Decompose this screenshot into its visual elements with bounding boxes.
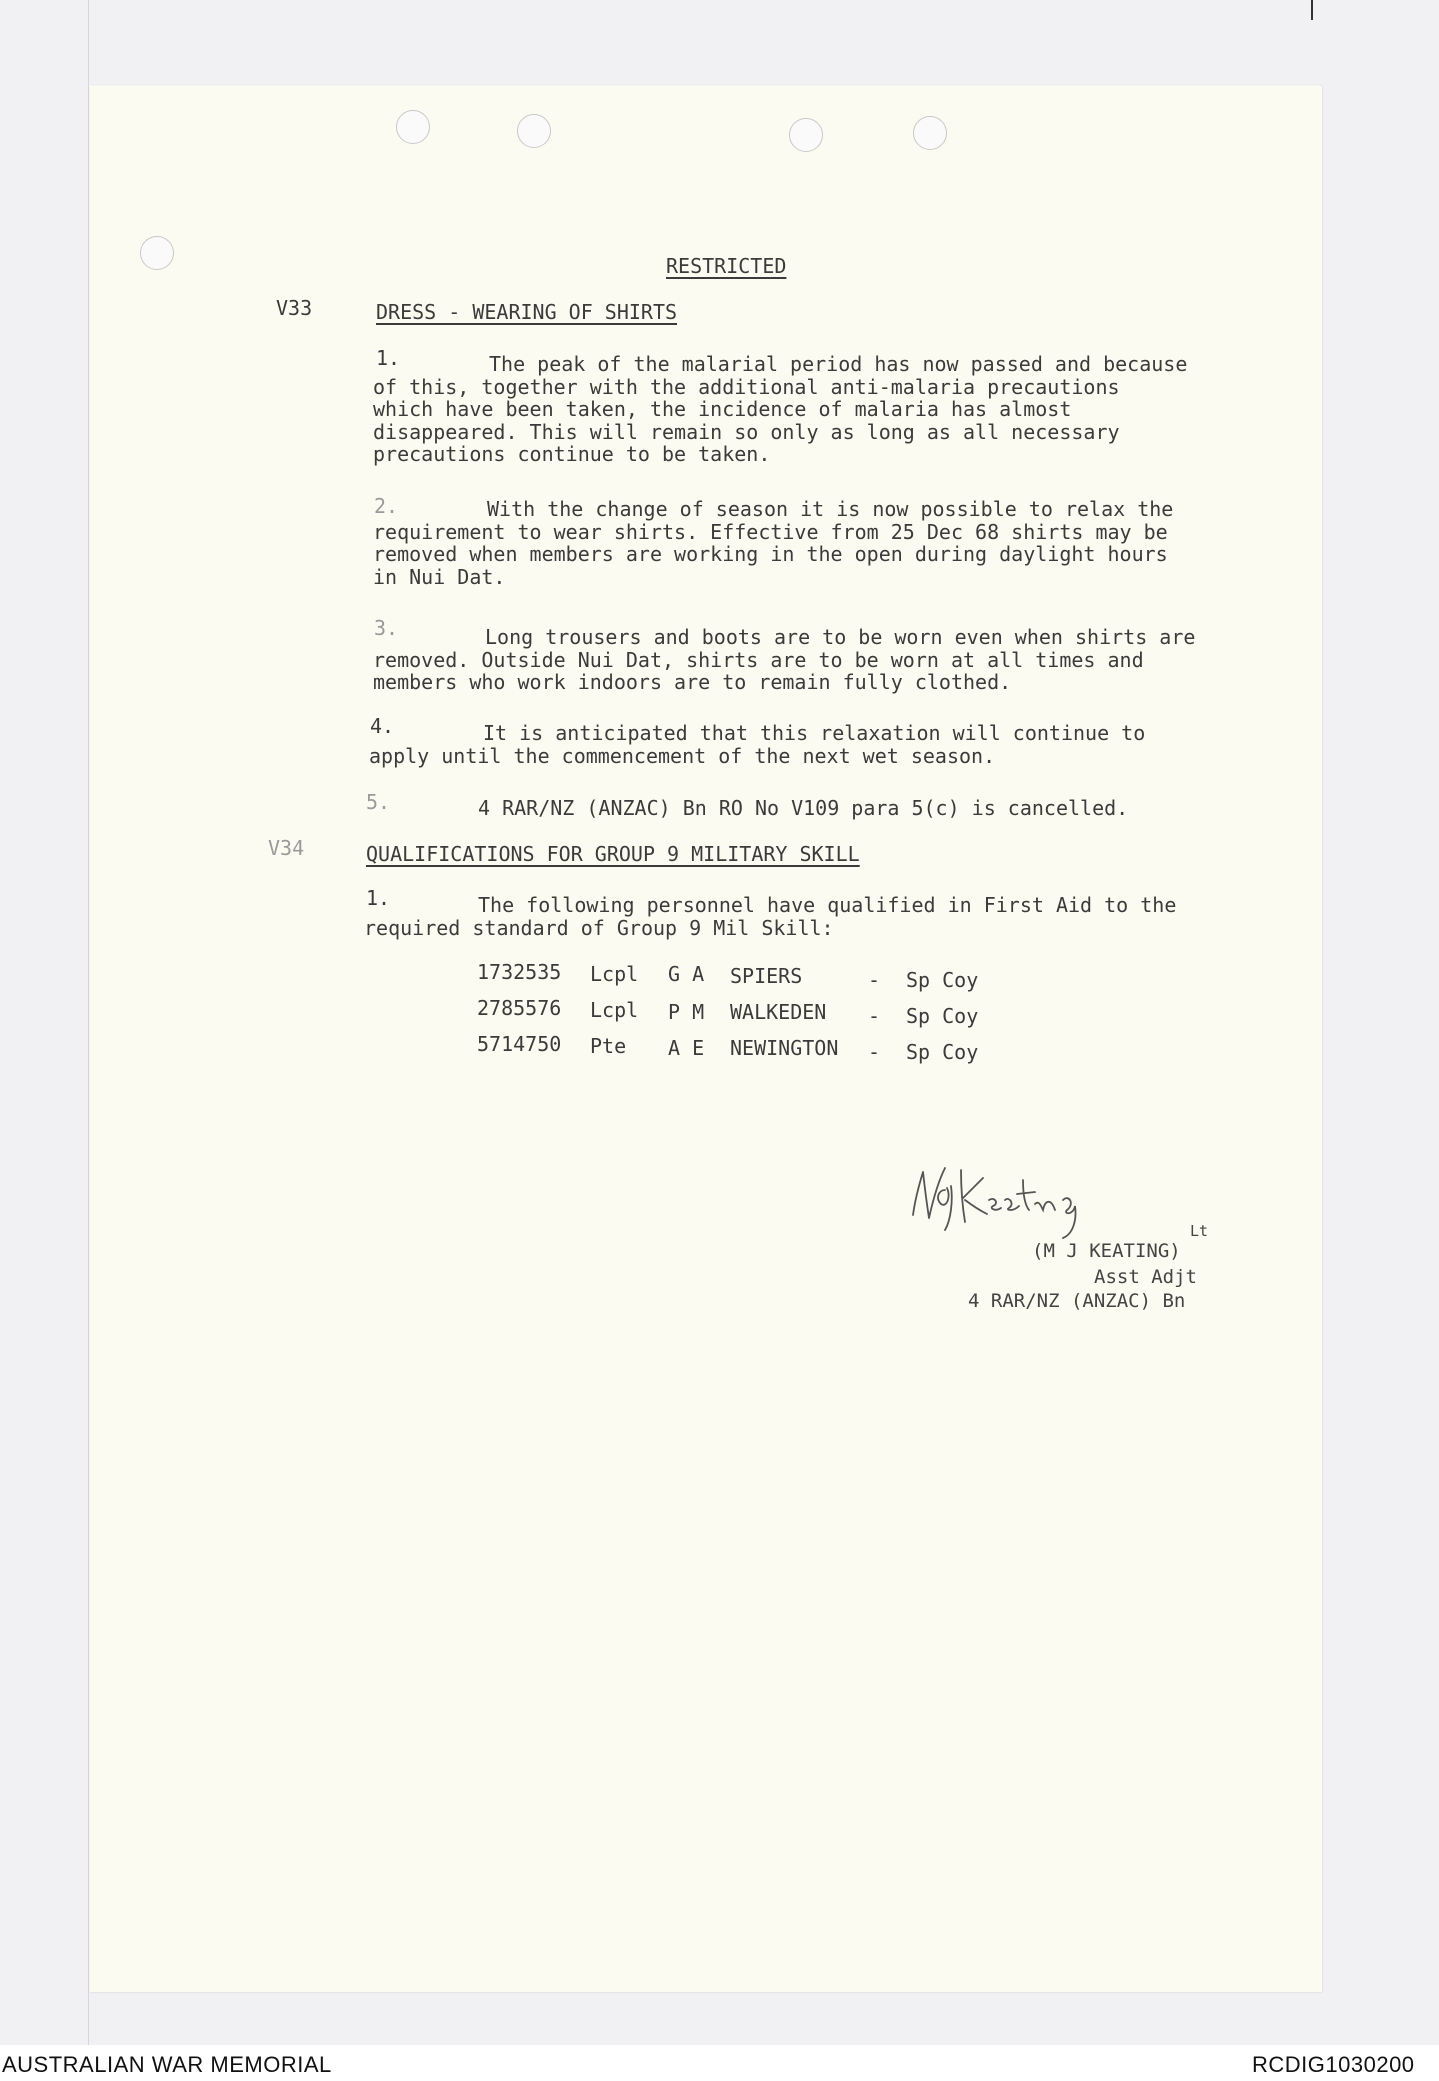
section-title: DRESS - WEARING OF SHIRTS bbox=[376, 300, 678, 324]
paragraph-line: The peak of the malarial period has now passed and because bbox=[489, 352, 1188, 376]
paragraph-line: The following personnel have qualified in First Aid to the bbox=[478, 893, 1177, 917]
signature-rank: Lt bbox=[1190, 1222, 1209, 1240]
paragraph-line: removed when members are working in the open during daylight hours bbox=[373, 542, 1168, 566]
footer-reference: RCDIG1030200 bbox=[1252, 2052, 1415, 2077]
paragraph-number: 1. bbox=[376, 346, 401, 370]
unit: Sp Coy bbox=[906, 968, 979, 992]
punch-hole bbox=[140, 236, 174, 270]
service-number: 1732535 bbox=[477, 960, 562, 984]
rank: Lcpl bbox=[590, 998, 639, 1022]
classification-heading: RESTRICTED bbox=[666, 254, 787, 278]
paragraph-line: in Nui Dat. bbox=[373, 564, 506, 589]
unit: Sp Coy bbox=[906, 1040, 979, 1064]
paragraph-line: removed. Outside Nui Dat, shirts are to be worn at all times and bbox=[373, 647, 1144, 672]
surname: SPIERS bbox=[730, 964, 803, 988]
rank: Pte bbox=[590, 1034, 627, 1058]
handwritten-signature bbox=[905, 1160, 1115, 1240]
signature-title: Asst Adjt bbox=[1094, 1266, 1197, 1288]
dash: - bbox=[868, 1040, 881, 1064]
signature-unit: 4 RAR/NZ (ANZAC) Bn bbox=[968, 1290, 1186, 1312]
order-number: V33 bbox=[276, 296, 313, 320]
service-number: 2785576 bbox=[477, 996, 562, 1020]
paragraph bbox=[373, 353, 1233, 466]
signature-name: (M J KEATING) bbox=[1032, 1240, 1181, 1262]
paragraph-line: requirement to wear shirts. Effective from 25 Dec 68 shirts may be bbox=[373, 519, 1168, 544]
rank: Lcpl bbox=[590, 962, 639, 986]
paragraph-line: members who work indoors are to remain fully clothed. bbox=[373, 670, 1012, 694]
paragraph-number: 3. bbox=[374, 616, 399, 640]
paragraph-line: of this, together with the additional anti-malaria precautions bbox=[373, 374, 1120, 399]
punch-hole bbox=[913, 116, 947, 150]
paragraph-line: Long trousers and boots are to be worn even when shirts are bbox=[485, 625, 1196, 649]
paragraph bbox=[373, 626, 1233, 694]
scan-frame-top bbox=[0, 0, 1439, 85]
section-title: QUALIFICATIONS FOR GROUP 9 MILITARY SKILL bbox=[366, 842, 860, 866]
order-number: V34 bbox=[268, 836, 305, 860]
paragraph-number: 2. bbox=[374, 494, 399, 518]
paragraph-line: With the change of season it is now possible to relax the bbox=[487, 497, 1174, 521]
paragraph-number: 5. bbox=[366, 790, 391, 814]
initials: A E bbox=[668, 1036, 705, 1060]
paragraph-line: which have been taken, the incidence of malaria has almost bbox=[373, 397, 1072, 421]
punch-hole bbox=[517, 114, 551, 148]
paragraph bbox=[364, 894, 1224, 939]
scan-edge-line bbox=[88, 0, 89, 2045]
paragraph-number: 4. bbox=[370, 714, 395, 738]
paragraph-line: required standard of Group 9 Mil Skill: bbox=[364, 915, 834, 940]
paragraph-line: It is anticipated that this relaxation will continue to bbox=[483, 721, 1146, 745]
surname: WALKEDEN bbox=[730, 1000, 827, 1024]
scan-frame-left bbox=[0, 0, 88, 2045]
scan-frame-bottom bbox=[0, 1992, 1439, 2045]
surname: NEWINGTON bbox=[730, 1036, 839, 1060]
service-number: 5714750 bbox=[477, 1032, 562, 1056]
paragraph-line: precautions continue to be taken. bbox=[373, 442, 771, 466]
scan-top-mark bbox=[1311, 0, 1313, 20]
punch-hole bbox=[789, 118, 823, 152]
unit: Sp Coy bbox=[906, 1004, 979, 1028]
scan-frame-right bbox=[1320, 0, 1439, 2045]
paragraph-line: disappeared. This will remain so only as long as all necessary bbox=[373, 419, 1120, 444]
paragraph bbox=[369, 722, 1229, 767]
initials: G A bbox=[668, 962, 705, 986]
punch-hole bbox=[396, 110, 430, 144]
dash: - bbox=[868, 1004, 881, 1028]
paragraph bbox=[373, 494, 1233, 589]
footer-source: AUSTRALIAN WAR MEMORIAL bbox=[2, 2052, 332, 2077]
dash: - bbox=[868, 968, 881, 992]
initials: P M bbox=[668, 1000, 705, 1024]
paragraph-line: apply until the commencement of the next wet season. bbox=[369, 743, 996, 768]
paragraph-number: 1. bbox=[366, 886, 391, 910]
paragraph-line: 4 RAR/NZ (ANZAC) Bn RO No V109 para 5(c) is cancelled. bbox=[478, 796, 1129, 820]
